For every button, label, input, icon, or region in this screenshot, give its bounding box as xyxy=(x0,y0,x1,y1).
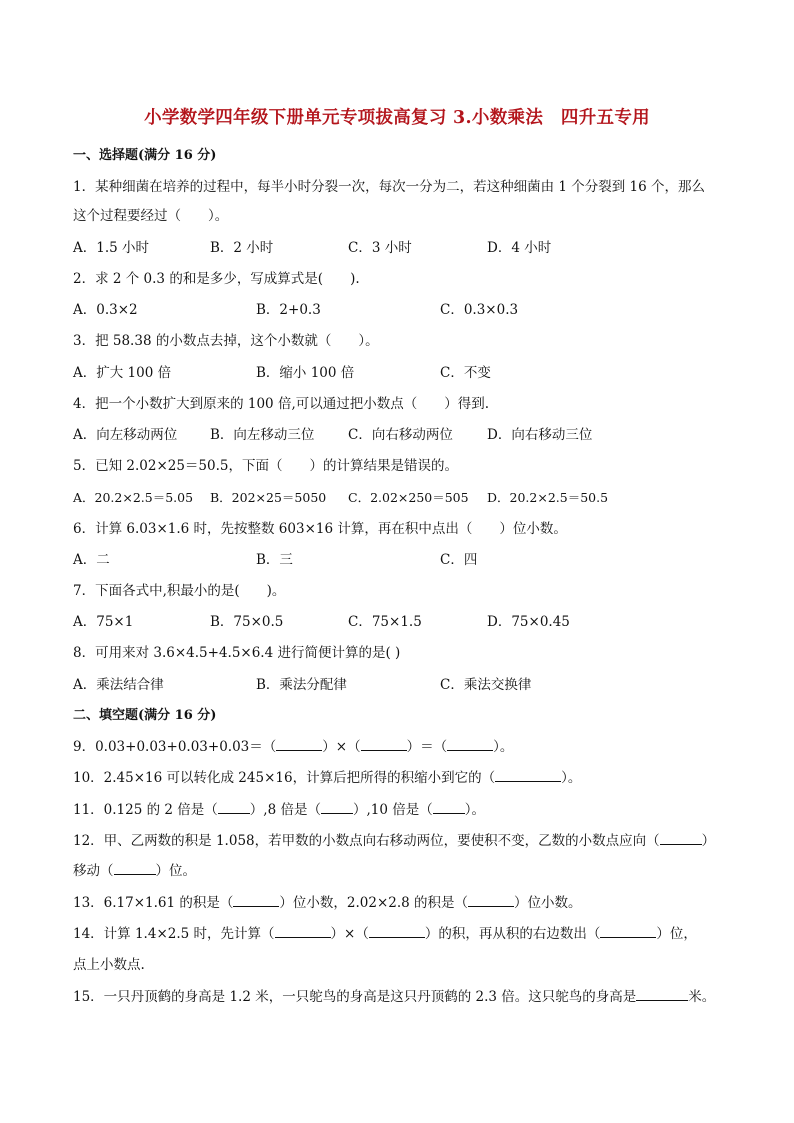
question-12-text-2: ） xyxy=(701,833,716,849)
question-11 xyxy=(73,800,754,820)
question-1-option-d: D．4 小时 xyxy=(487,240,552,256)
answer-blank[interactable] xyxy=(321,801,353,814)
question-8-option-a: A．乘法结合律 xyxy=(73,677,164,693)
answer-blank[interactable] xyxy=(447,738,493,751)
question-5-option-b: B．202×25＝5050 xyxy=(210,490,327,505)
question-15-text-2: 米。 xyxy=(688,989,716,1005)
question-13-text-3: ）位小数。 xyxy=(514,895,582,911)
question-15 xyxy=(73,987,754,1007)
question-2-stem: 2．求 2 个 0.3 的和是多少，写成算式是( ). xyxy=(73,271,360,287)
question-4-option-d: D．向右移动三位 xyxy=(487,427,593,443)
question-11-text-4: ）。 xyxy=(464,802,485,818)
question-9-text-2: ）×（ xyxy=(322,739,361,755)
answer-blank[interactable] xyxy=(275,925,331,938)
question-5-option-a: A．20.2×2.5＝5.05 xyxy=(73,490,194,505)
answer-blank[interactable] xyxy=(433,801,465,814)
answer-blank[interactable] xyxy=(495,769,561,782)
question-6-option-b: B．三 xyxy=(256,552,293,568)
question-2-option-b: B．2+0.3 xyxy=(256,302,321,318)
question-15-text-1: 15．一只丹顶鹤的身高是 1.2 米，一只鸵鸟的身高是这只丹顶鹤的 2.3 倍。这只鸵鸟的身高是 xyxy=(73,989,637,1005)
question-12-line2 xyxy=(73,861,754,881)
question-12-text-3: 移动（ xyxy=(73,863,114,879)
question-6-stem: 6．计算 6.03×1.6 时，先按整数 603×16 计算，再在积中点出（ ）位小数。 xyxy=(73,521,567,537)
question-2-option-a: A．0.3×2 xyxy=(73,302,138,318)
question-3-option-b: B．缩小 100 倍 xyxy=(256,365,355,381)
question-7-option-c: C．75×1.5 xyxy=(348,614,422,630)
question-3-stem: 3．把 58.38 的小数点去掉，这个小数就（ ）。 xyxy=(73,333,379,349)
answer-blank[interactable] xyxy=(636,988,688,1001)
question-3-option-a: A．扩大 100 倍 xyxy=(73,365,172,381)
question-7-option-a: A．75×1 xyxy=(73,614,134,630)
section-heading-fill: 二、填空题(满分 16 分) xyxy=(73,708,217,723)
answer-blank[interactable] xyxy=(369,925,425,938)
question-7-option-b: B．75×0.5 xyxy=(210,614,284,630)
question-12-line1 xyxy=(73,831,754,851)
question-9 xyxy=(73,737,754,757)
question-11-text-1: 11．0.125 的 2 倍是（ xyxy=(73,802,218,818)
question-14-text-3: ）的积，再从积的右边数出（ xyxy=(424,926,601,942)
page-title: 小学数学四年级下册单元专项拔高复习 3.小数乘法 四升五专用 xyxy=(144,108,650,128)
question-1-stem-line1: 1．某种细菌在培养的过程中，每半小时分裂一次，每次一分为二，若这种细菌由 1 个分裂到 16 个，那么 xyxy=(73,179,706,195)
answer-blank[interactable] xyxy=(600,925,656,938)
question-3-option-c: C．不变 xyxy=(440,365,491,381)
question-14-text-2: ）×（ xyxy=(330,926,369,942)
question-5-stem: 5．已知 2.02×25＝50.5，下面（ ）的计算结果是错误的。 xyxy=(73,458,458,474)
question-1-option-b: B．2 小时 xyxy=(210,240,274,256)
question-9-text-3: ）＝（ xyxy=(406,739,448,755)
question-8-stem: 8．可用来对 3.6×4.5+4.5×6.4 进行简便计算的是( ) xyxy=(73,645,401,661)
question-10 xyxy=(73,768,754,788)
question-10-text-1: 10．2.45×16 可以转化成 245×16，计算后把所得的积缩小到它的（ xyxy=(73,770,496,786)
question-6-option-a: A．二 xyxy=(73,552,110,568)
question-1-option-c: C．3 小时 xyxy=(348,240,412,256)
answer-blank[interactable] xyxy=(468,894,514,907)
question-4-stem: 4．把一个小数扩大到原来的 100 倍,可以通过把小数点（ ）得到. xyxy=(73,396,490,412)
answer-blank[interactable] xyxy=(276,738,322,751)
question-12-text-1: 12．甲、乙两数的积是 1.058，若甲数的小数点向右移动两位，要使积不变，乙数的小数点应向（ xyxy=(73,833,660,849)
question-14-line1 xyxy=(73,924,754,944)
question-13-text-1: 13．6.17×1.61 的积是（ xyxy=(73,895,234,911)
question-11-text-3: ）,10 倍是（ xyxy=(352,802,433,818)
question-5-option-d: D．20.2×2.5＝50.5 xyxy=(487,490,609,505)
question-14-line2: 点上小数点. xyxy=(73,957,145,973)
question-11-text-2: ）,8 倍是（ xyxy=(249,802,321,818)
question-5-option-c: C．2.02×250＝505 xyxy=(348,490,469,505)
question-2-option-c: C．0.3×0.3 xyxy=(440,302,519,318)
question-13 xyxy=(73,893,754,913)
answer-blank[interactable] xyxy=(114,862,156,875)
question-1-stem-line2: 这个过程要经过（ ）。 xyxy=(73,208,229,224)
question-9-text-4: ）。 xyxy=(493,739,514,755)
question-6-option-c: C．四 xyxy=(440,552,478,568)
question-4-option-a: A．向左移动两位 xyxy=(73,427,178,443)
question-1-option-a: A．1.5 小时 xyxy=(73,240,150,256)
section-heading-choice: 一、选择题(满分 16 分) xyxy=(73,148,217,163)
question-9-text-1: 9．0.03+0.03+0.03+0.03＝（ xyxy=(73,739,277,755)
question-14-text-1: 14．计算 1.4×2.5 时，先计算（ xyxy=(73,926,275,942)
question-8-option-c: C．乘法交换律 xyxy=(440,677,532,693)
question-13-text-2: ）位小数，2.02×2.8 的积是（ xyxy=(279,895,469,911)
question-4-option-b: B．向左移动三位 xyxy=(210,427,315,443)
answer-blank[interactable] xyxy=(361,738,407,751)
answer-blank[interactable] xyxy=(233,894,279,907)
question-10-text-2: ）。 xyxy=(561,770,582,786)
question-14-text-4: ）位， xyxy=(656,926,697,942)
question-12-text-4: ）位。 xyxy=(155,863,196,879)
answer-blank[interactable] xyxy=(218,801,250,814)
question-4-option-c: C．向右移动两位 xyxy=(348,427,453,443)
answer-blank[interactable] xyxy=(660,832,702,845)
question-8-option-b: B．乘法分配律 xyxy=(256,677,347,693)
question-7-stem: 7．下面各式中,积最小的是( )。 xyxy=(73,583,286,599)
question-7-option-d: D．75×0.45 xyxy=(487,614,570,630)
